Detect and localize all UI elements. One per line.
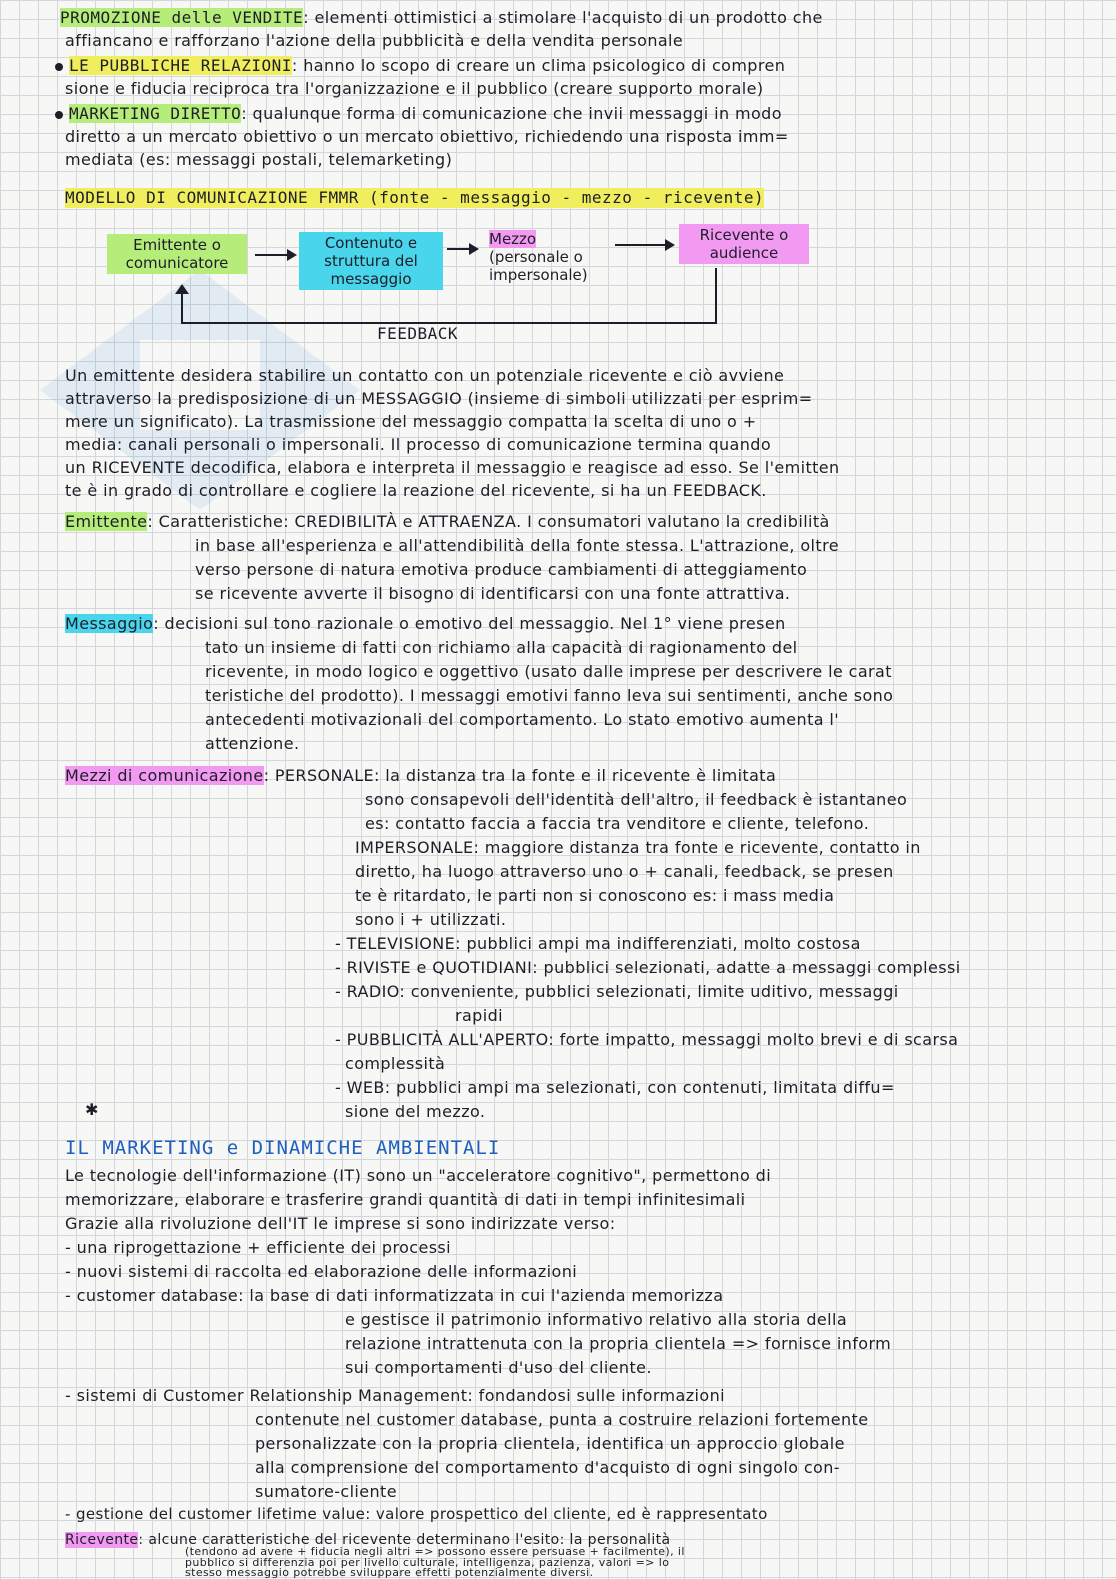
messaggio-label: Messaggio [65, 614, 154, 633]
feedback-line-right [715, 268, 717, 324]
section2-line: sui comportamenti d'uso del cliente. [345, 1358, 652, 1377]
section2-line: - nuovi sistemi di raccolta ed elaborazione delle informazioni [65, 1262, 578, 1281]
mezzi-line: - RIVISTE e QUOTIDIANI: pubblici selezionati, adatte a messaggi complessi [335, 958, 961, 977]
section2-line: personalizzate con la propria clientela, identifica un approccio globale [255, 1434, 845, 1453]
promo-text: : elementi ottimistici a stimolare l'acquisto di un prodotto che [303, 8, 823, 27]
para1-line: te è in grado di controllare e cogliere la reazione del ricevente, si ha un FEEDBACK. [65, 481, 767, 500]
bullet-icon [55, 63, 63, 71]
mezzi-label: Mezzi di comunicazione [65, 766, 264, 785]
md-label: MARKETING DIRETTO [69, 104, 242, 123]
para1-line: un RICEVENTE decodifica, elabora e interpreta il messaggio e reagisce ad esso. Se l'emitten [65, 458, 840, 477]
emittente-line [65, 512, 830, 532]
para1-line: Un emittente desidera stabilire un contatto con un potenziale ricevente e ciò avviene [65, 366, 785, 385]
ricevente-line: pubblico si differenzia poi per livello culturale, intelligenza, pazienza, valori => lo [185, 1556, 670, 1569]
section2-line: sumatore-cliente [255, 1482, 397, 1501]
para1-line: media: canali personali o impersonali. Il processo di comunicazione termina quando [65, 435, 772, 454]
section2-line: alla comprensione del comportamento d'acquisto di ogni singolo con- [255, 1458, 840, 1477]
messaggio-line: teristiche del prodotto). I messaggi emotivi fanno leva sui sentimenti, anche sono [205, 686, 894, 705]
ricevente-text: : alcune caratteristiche del ricevente determinano l'esito: la personalità [138, 1532, 671, 1548]
md-text: : qualunque forma di comunicazione che invii messaggi in modo [241, 104, 782, 123]
messaggio-line [65, 614, 786, 634]
model-box-emittente: Emittente o comunicatore [107, 234, 247, 274]
promo-line-2: affiancano e rafforzano l'azione della pubblicità e della vendita personale [65, 31, 684, 50]
feedback-line-left [181, 292, 183, 324]
mezzi-line: es: contatto faccia a faccia tra venditore e cliente, telefono. [365, 814, 870, 833]
feedback-label: FEEDBACK [377, 324, 459, 343]
md-line [55, 104, 782, 124]
mezzi-line: sono i + utilizzati. [355, 910, 507, 929]
section2-line: memorizzare, elaborare e trasferire grandi quantità di dati in tempi infinitesimali [65, 1190, 746, 1209]
pr-line-2: sione e fiducia reciproca tra l'organizzazione e il pubblico (creare supporto morale) [65, 79, 764, 98]
section2-line: Grazie alla rivoluzione dell'IT le imprese si sono indirizzate verso: [65, 1214, 616, 1233]
mezzi-line: - PUBBLICITÀ ALL'APERTO: forte impatto, messaggi molto brevi e di scarsa [335, 1030, 959, 1049]
mezzi-line: te è ritardato, le parti non si conoscono es: i mass media [355, 886, 835, 905]
arrow-right-icon [255, 254, 295, 256]
mezzi-line: - TELEVISIONE: pubblici ampi ma indifferenziati, molto costosa [335, 934, 861, 953]
arrow-right-icon [615, 244, 673, 246]
mezzi-line [65, 766, 776, 786]
mezzi-line: diretto, ha luogo attraverso uno o + canali, feedback, se presen [355, 862, 894, 881]
promo-line [60, 8, 823, 28]
section2-line: - una riprogettazione + efficiente dei processi [65, 1238, 452, 1257]
section2-line: - sistemi di Customer Relationship Management: fondandosi sulle informazioni [65, 1386, 725, 1405]
pr-line [55, 56, 785, 76]
model-box-ricevente: Ricevente o audience [679, 224, 809, 264]
emittente-line: se ricevente avverte il bisogno di identificarsi con una fonte attrattiva. [195, 584, 791, 603]
arrow-right-icon [447, 248, 477, 250]
mezzi-line: sione del mezzo. [345, 1102, 486, 1121]
ricevente-line: stesso messaggio potrebbe sviluppare effetti potenzialmente diversi. [185, 1566, 594, 1579]
md-line-3: mediata (es: messaggi postali, telemarketing) [65, 150, 453, 169]
para1-line: mere un significato). La trasmissione del messaggio compatta la scelta di uno o + [65, 412, 757, 431]
model-title: MODELLO DI COMUNICAZIONE FMMR (fonte - messaggio - mezzo - ricevente) [65, 188, 765, 207]
model-box-contenuto: Contenuto e struttura del messaggio [299, 232, 443, 290]
section2-line: contenute nel customer database, punta a costruire relazioni fortemente [255, 1410, 869, 1429]
star-icon: ✱ [85, 1100, 99, 1119]
section2-line: e gestisce il patrimonio informativo relativo alla storia della [345, 1310, 848, 1329]
messaggio-text: : decisioni sul tono razionale o emotivo del messaggio. Nel 1° viene presen [153, 614, 786, 633]
mezzi-line: - WEB: pubblici ampi ma selezionati, con contenuti, limitata diffu= [335, 1078, 895, 1097]
arrow-up-icon [175, 284, 189, 294]
messaggio-line: ricevente, in modo logico e oggettivo (usato dalle imprese per descrivere le carat [205, 662, 892, 681]
section2-title: IL MARKETING e DINAMICHE AMBIENTALI [65, 1137, 501, 1159]
emittente-text: : Caratteristiche: CREDIBILITÀ e ATTRAENZA. I consumatori valutano la credibilità [147, 512, 830, 531]
para1-line: attraverso la predisposizione di un MESSAGGIO (insieme di simboli utilizzati per esprim= [65, 389, 813, 408]
mezzi-line: IMPERSONALE: maggiore distanza tra fonte e ricevente, contatto in [355, 838, 921, 857]
mezzi-line: - RADIO: conveniente, pubblici selezionati, limite uditivo, messaggi [335, 982, 899, 1001]
notes-page [55, 0, 1055, 1579]
section2-line: Le tecnologie dell'informazione (IT) sono un "acceleratore cognitivo", permettono di [65, 1166, 772, 1185]
messaggio-line: tato un insieme di fatti con richiamo alla capacità di ragionamento del [205, 638, 798, 657]
mezzo-sub: (personale o impersonale) [489, 248, 588, 284]
promo-label: PROMOZIONE delle VENDITE [60, 8, 304, 27]
mezzi-line: sono consapevoli dell'identità dell'altro, il feedback è istantaneo [365, 790, 908, 809]
pr-label: LE PUBBLICHE RELAZIONI [69, 56, 292, 75]
section2-line: relazione intrattenuta con la propria clientela => fornisce inform [345, 1334, 892, 1353]
emittente-line: verso persone di natura emotiva produce cambiamenti di atteggiamento [195, 560, 808, 579]
messaggio-line: attenzione. [205, 734, 300, 753]
ricevente-label: Ricevente [65, 1532, 139, 1548]
mezzo-label: Mezzo [489, 230, 537, 248]
ricevente-line: (tendono ad avere + fiducia negli altri => possono essere persuase + facilmente), il [185, 1545, 685, 1558]
mezzi-line: rapidi [455, 1006, 503, 1025]
messaggio-line: antecedenti motivazionali del comportamento. Lo stato emotivo aumenta l' [205, 710, 840, 729]
emittente-label: Emittente [65, 512, 148, 531]
bullet-icon [55, 111, 63, 119]
pr-text: : hanno lo scopo di creare un clima psicologico di compren [291, 56, 786, 75]
section2-line: - customer database: la base di dati informatizzata in cui l'azienda memorizza [65, 1286, 724, 1305]
model-box-mezzo [483, 228, 655, 286]
mezzi-line: complessità [345, 1054, 446, 1073]
mezzi-text: : PERSONALE: la distanza tra la fonte e il ricevente è limitata [263, 766, 777, 785]
section2-line: - gestione del customer lifetime value: valore prospettico del cliente, ed è rappresentato [65, 1505, 768, 1523]
md-line-2: diretto a un mercato obiettivo o un mercato obiettivo, richiedendo una risposta imm= [65, 127, 789, 146]
emittente-line: in base all'esperienza e all'attendibilità della fonte stessa. L'attrazione, oltre [195, 536, 839, 555]
